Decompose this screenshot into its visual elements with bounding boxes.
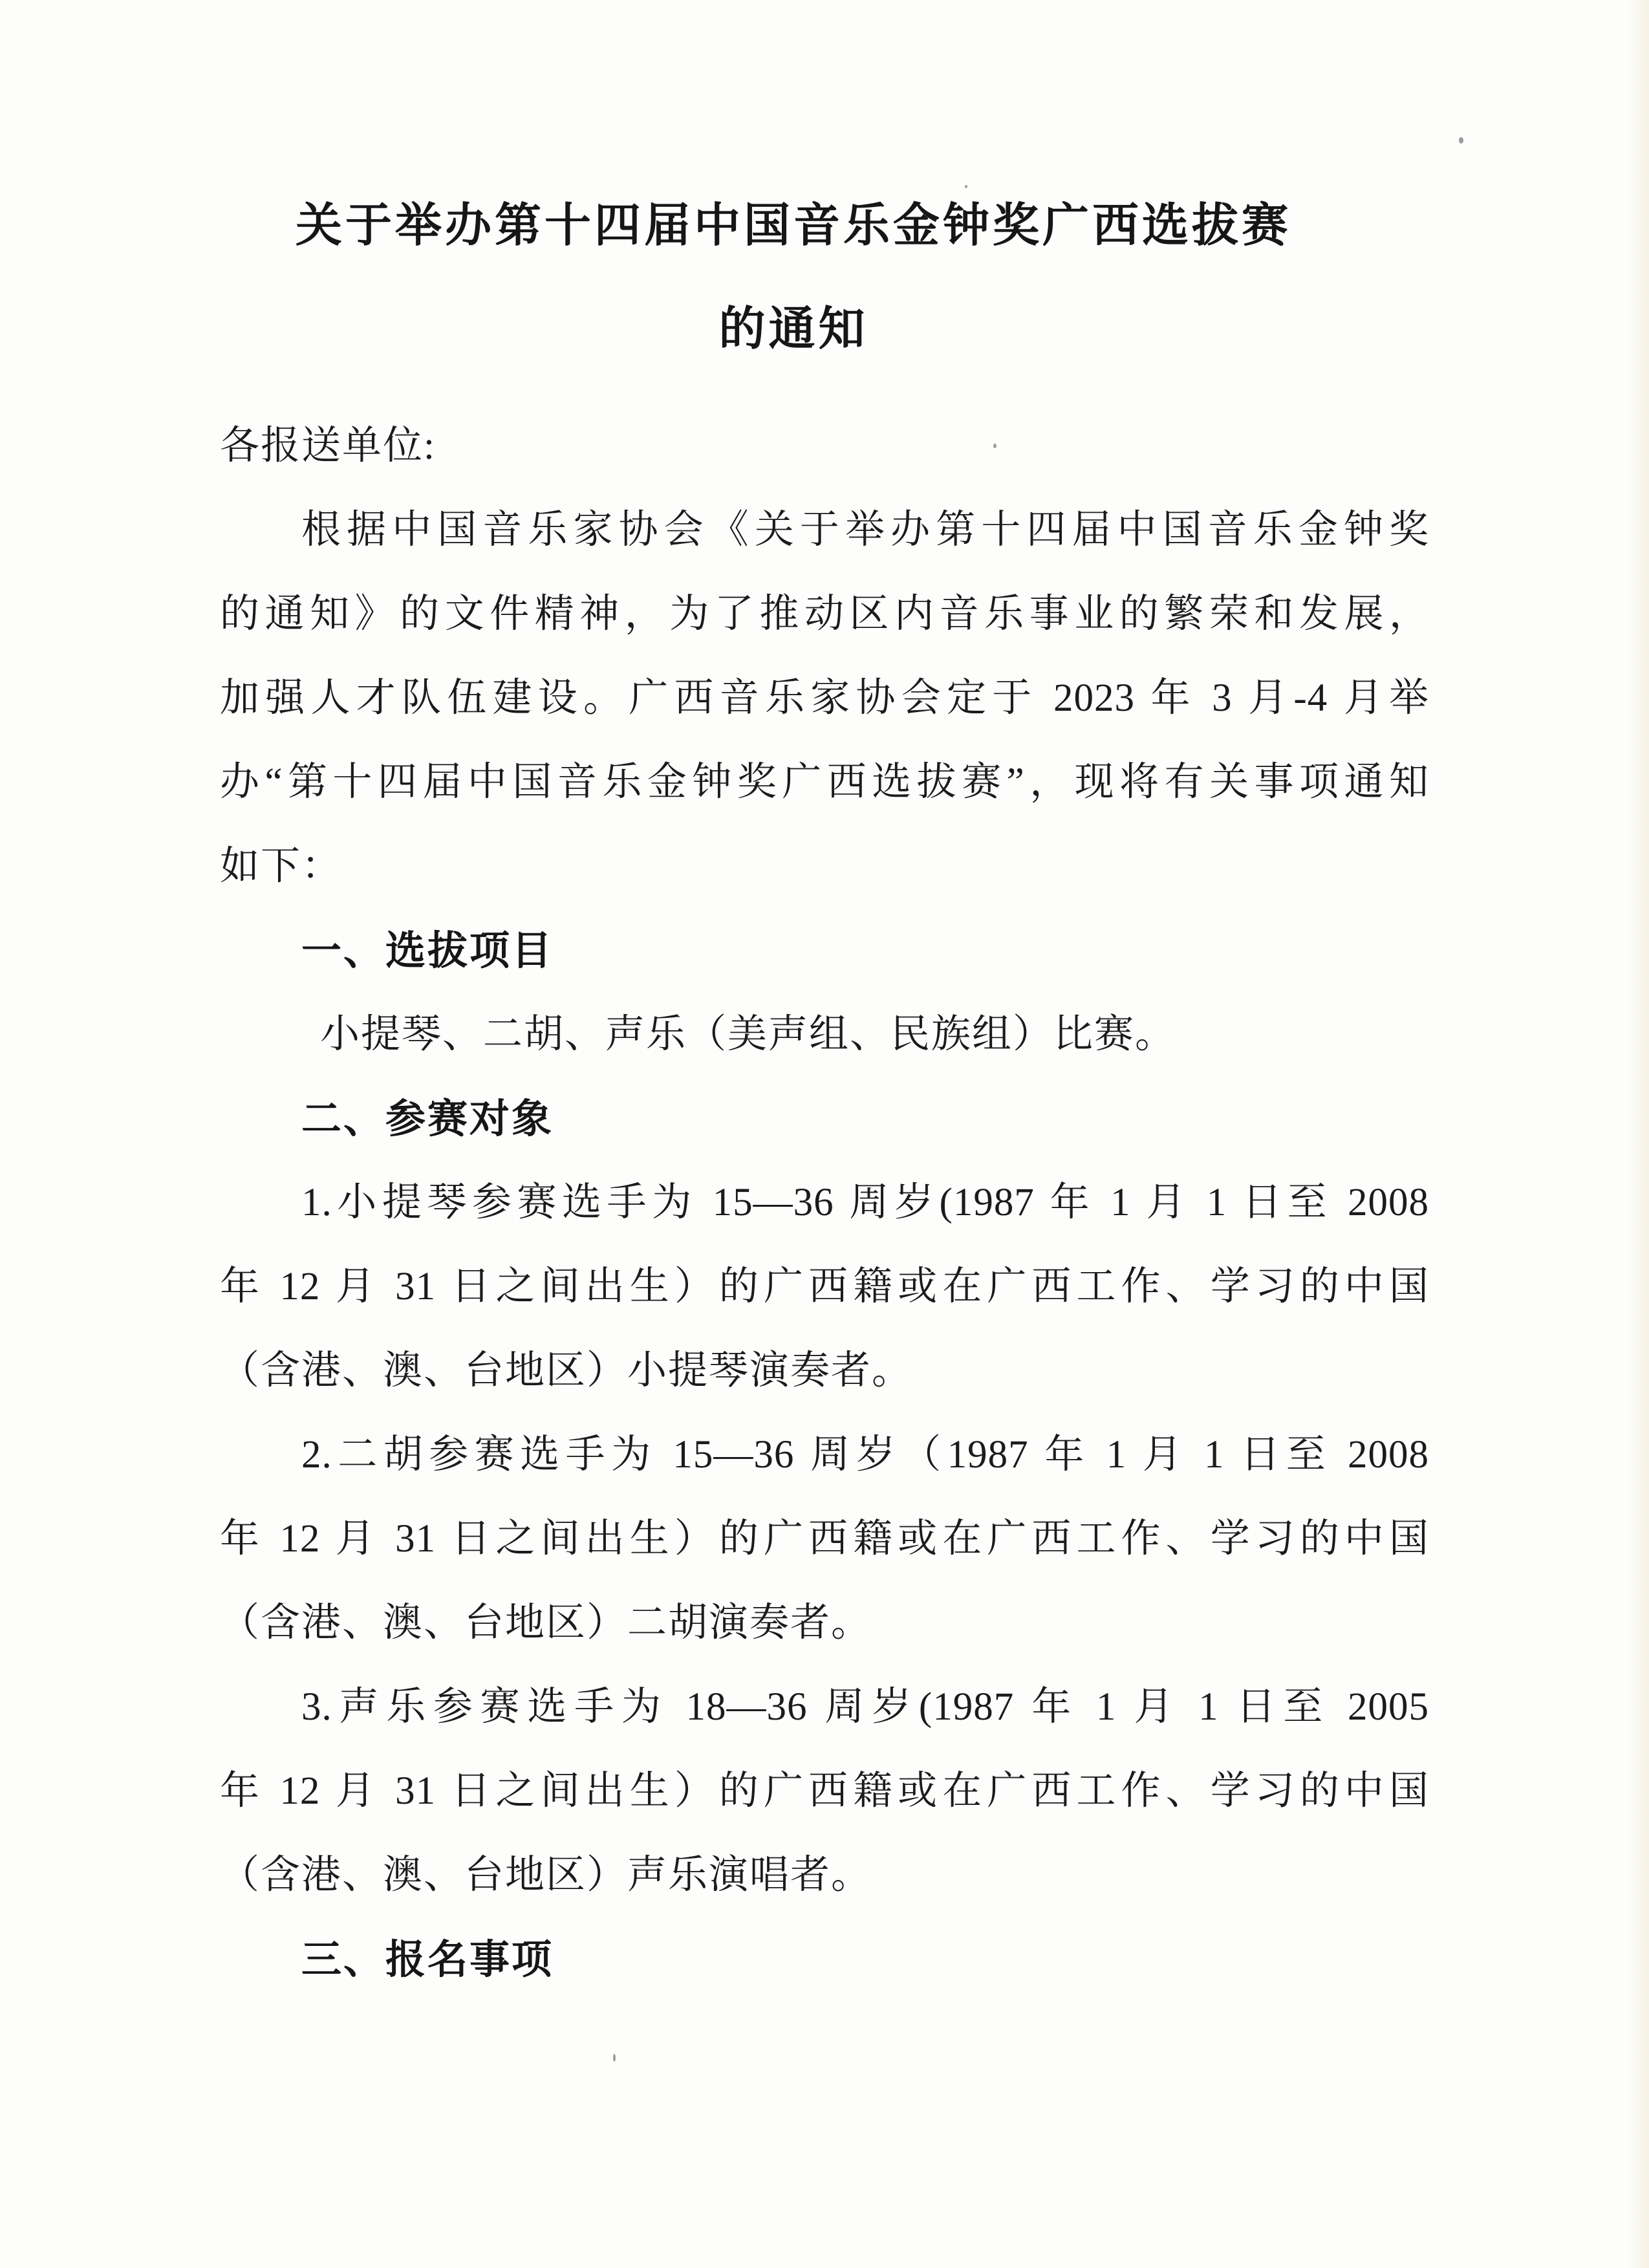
document-body [220, 404, 1429, 2002]
doc-line-item1-3: （含港、澳、台地区）小提琴演奏者。 [220, 1349, 913, 1392]
doc-line-item1-2: 年 12 月 31 日之间出生）的广西籍或在广西工作、学习的中国 [220, 1265, 1429, 1308]
scan-speck [613, 2054, 616, 2062]
doc-line-item3-2: 年 12 月 31 日之间出生）的广西籍或在广西工作、学习的中国 [220, 1769, 1429, 1813]
doc-line-item2-1: 2.二胡参赛选手为 15—36 周岁（1987 年 1 月 1 日至 2008 [301, 1433, 1429, 1476]
document-title [189, 173, 1398, 380]
doc-line-intro-4: 办“第十四届中国音乐金钟奖广西选拔赛”，现将有关事项通知 [220, 761, 1429, 804]
doc-line-intro-2: 的通知》的文件精神，为了推动区内音乐事业的繁荣和发展， [220, 592, 1429, 636]
doc-line-section1-content: 小提琴、二胡、声乐（美声组、民族组）比赛。 [320, 1013, 1176, 1056]
doc-line-item3-3: （含港、澳、台地区）声乐演唱者。 [220, 1853, 872, 1897]
doc-heading-section-2: 二、参赛对象 [301, 1095, 554, 1142]
document-title-line-1: 关于举办第十四届中国音乐金钟奖广西选拔赛 [295, 198, 1291, 252]
doc-line-intro-5: 如下： [220, 845, 343, 888]
doc-line-item2-3: （含港、澳、台地区）二胡演奏者。 [220, 1601, 872, 1645]
doc-line-salutation: 各报送单位: [220, 424, 436, 468]
scan-speck [1459, 137, 1463, 144]
doc-line-item3-1: 3.声乐参赛选手为 18—36 周岁(1987 年 1 月 1 日至 2005 [301, 1685, 1429, 1729]
scan-edge-tint [1627, 0, 1649, 2268]
doc-line-item2-2: 年 12 月 31 日之间出生）的广西籍或在广西工作、学习的中国 [220, 1517, 1429, 1561]
doc-heading-section-1: 一、选拔项目 [301, 927, 554, 974]
doc-line-item1-1: 1.小提琴参赛选手为 15—36 周岁(1987 年 1 月 1 日至 2008 [301, 1181, 1429, 1224]
document-title-line-2: 的通知 [718, 301, 868, 356]
doc-line-intro-1: 根据中国音乐家协会《关于举办第十四届中国音乐金钟奖 [301, 508, 1429, 552]
doc-heading-section-3: 三、报名事项 [301, 1936, 554, 1983]
doc-line-intro-3: 加强人才队伍建设。广西音乐家协会定于 2023 年 3 月-4 月举 [220, 676, 1429, 720]
